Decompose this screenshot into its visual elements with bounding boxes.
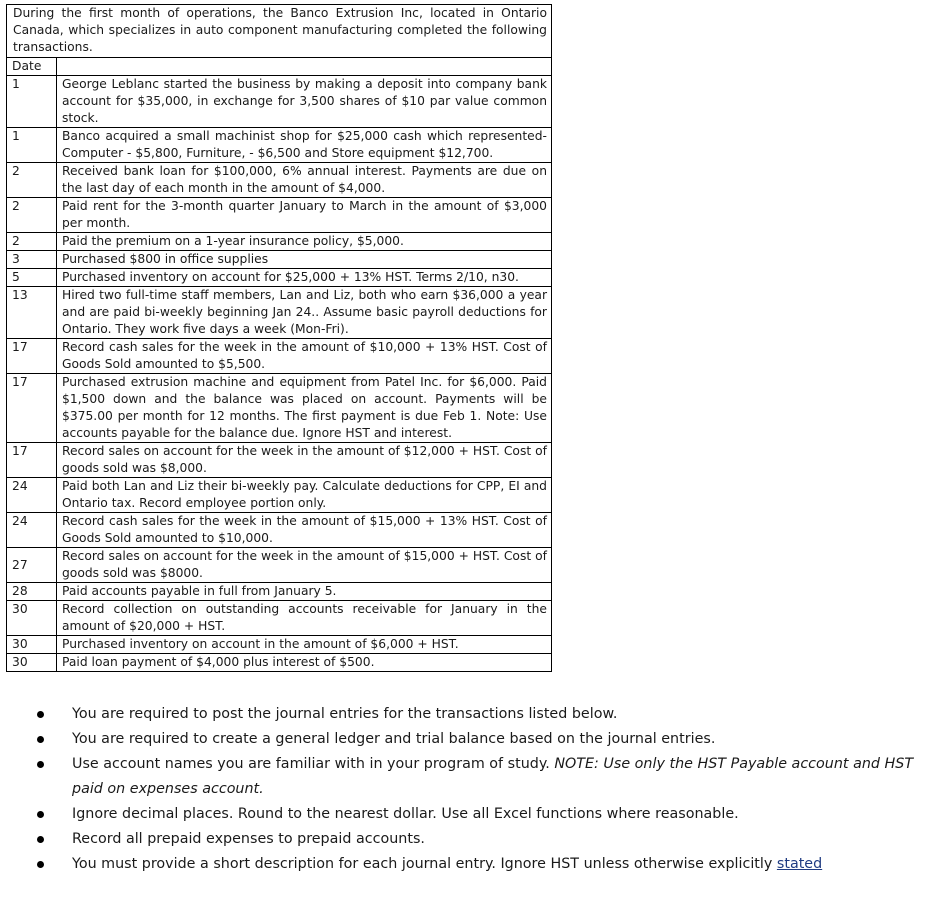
table-row — [7, 163, 551, 198]
row-description: Record sales on account for the week in the amount of $15,000 + HST. Cost of goods sold was $8000. — [57, 548, 552, 583]
instruction-text: You must provide a short description for each journal entry. Ignore HST unless otherwise explicitly — [72, 856, 773, 872]
table-row — [7, 269, 551, 287]
row-date: 1 — [7, 128, 57, 163]
instruction-note: NOTE: Use only the HST Payable account and HST paid on expenses account. — [72, 756, 914, 797]
instruction-item — [34, 852, 924, 877]
row-description: George Leblanc started the business by making a deposit into company bank account for $35,000, in exchange for 3,500 shares of $10 par value common stock. — [57, 76, 552, 128]
underlined-word: stated — [776, 856, 823, 872]
table-row — [7, 339, 551, 374]
row-date: 2 — [7, 163, 57, 198]
instruction-item — [34, 752, 924, 802]
row-description: Purchased inventory on account in the amount of $6,000 + HST. — [57, 636, 552, 654]
row-date: 17 — [7, 374, 57, 443]
row-description: Purchased extrusion machine and equipment from Patel Inc. for $6,000. Paid $1,500 down and the balance was placed on account. Payments will be $375.00 per month for 12 months. The first payment is due Feb 1. Note: Use accounts payable for the balance due. Ignore HST and interest. — [57, 374, 552, 443]
row-date: 30 — [7, 636, 57, 654]
table-row — [7, 548, 551, 583]
row-date: 30 — [7, 601, 57, 636]
table-row — [7, 251, 551, 269]
transactions-document — [6, 4, 552, 672]
row-description: Hired two full-time staff members, Lan and Liz, both who earn $36,000 a year and are paid bi-weekly beginning Jan 24.. Assume basic payroll deductions for Ontario. They work five days a week (Mon-Fri). — [57, 287, 552, 339]
table-row — [7, 198, 551, 233]
row-date: 24 — [7, 478, 57, 513]
row-description: Purchased inventory on account for $25,000 + 13% HST. Terms 2/10, n30. — [57, 269, 552, 287]
table-row — [7, 128, 551, 163]
instruction-item — [34, 802, 924, 827]
instruction-text: You are required to create a general ledger and trial balance based on the journal entries. — [72, 731, 716, 747]
table-row — [7, 76, 551, 128]
intro-paragraph: During the first month of operations, the Banco Extrusion Inc, located in Ontario Canada, which specializes in auto component manufacturing completed the following transactions. — [7, 5, 551, 58]
instruction-text: You are required to post the journal entries for the transactions listed below. — [72, 706, 618, 722]
table-row — [7, 233, 551, 251]
table-row — [7, 654, 551, 672]
row-description: Purchased $800 in office supplies — [57, 251, 552, 269]
transactions-table — [7, 58, 551, 671]
row-description: Record cash sales for the week in the amount of $10,000 + 13% HST. Cost of Goods Sold amounted to $5,500. — [57, 339, 552, 374]
table-row — [7, 443, 551, 478]
row-date: 2 — [7, 198, 57, 233]
row-date: 30 — [7, 654, 57, 672]
instruction-text: Record all prepaid expenses to prepaid accounts. — [72, 831, 425, 847]
instruction-item — [34, 702, 924, 727]
row-description: Banco acquired a small machinist shop for $25,000 cash which represented- Computer - $5,800, Furniture, - $6,500 and Store equipment $12,700. — [57, 128, 552, 163]
row-date: 13 — [7, 287, 57, 339]
row-description: Paid rent for the 3-month quarter January to March in the amount of $3,000 per month. — [57, 198, 552, 233]
instruction-text: Use account names you are familiar with in your program of study. — [72, 756, 550, 772]
table-row — [7, 287, 551, 339]
row-description: Paid the premium on a 1-year insurance policy, $5,000. — [57, 233, 552, 251]
row-date: 24 — [7, 513, 57, 548]
row-date: 3 — [7, 251, 57, 269]
table-row — [7, 636, 551, 654]
row-date: 5 — [7, 269, 57, 287]
table-row — [7, 513, 551, 548]
row-description: Record cash sales for the week in the amount of $15,000 + 13% HST. Cost of Goods Sold amounted to $10,000. — [57, 513, 552, 548]
table-row — [7, 478, 551, 513]
row-description: Record collection on outstanding accounts receivable for January in the amount of $20,000 + HST. — [57, 601, 552, 636]
row-description: Record sales on account for the week in the amount of $12,000 + HST. Cost of goods sold was $8,000. — [57, 443, 552, 478]
instruction-item — [34, 827, 924, 852]
table-row — [7, 374, 551, 443]
row-date: 17 — [7, 443, 57, 478]
row-date: 27 — [7, 548, 57, 583]
table-header-row — [7, 58, 551, 76]
row-description: Paid loan payment of $4,000 plus interest of $500. — [57, 654, 552, 672]
row-date: 1 — [7, 76, 57, 128]
row-date: 2 — [7, 233, 57, 251]
row-date: 28 — [7, 583, 57, 601]
row-description: Paid accounts payable in full from January 5. — [57, 583, 552, 601]
instruction-text: Ignore decimal places. Round to the nearest dollar. Use all Excel functions where reasonable. — [72, 806, 739, 822]
row-description: Received bank loan for $100,000, 6% annual interest. Payments are due on the last day of each month in the amount of $4,000. — [57, 163, 552, 198]
row-date: 17 — [7, 339, 57, 374]
table-row — [7, 601, 551, 636]
instruction-item — [34, 727, 924, 752]
row-description: Paid both Lan and Liz their bi-weekly pay. Calculate deductions for CPP, EI and Ontario tax. Record employee portion only. — [57, 478, 552, 513]
instructions-list — [34, 702, 924, 877]
table-row — [7, 583, 551, 601]
date-header: Date — [7, 58, 57, 76]
description-header — [57, 58, 552, 76]
